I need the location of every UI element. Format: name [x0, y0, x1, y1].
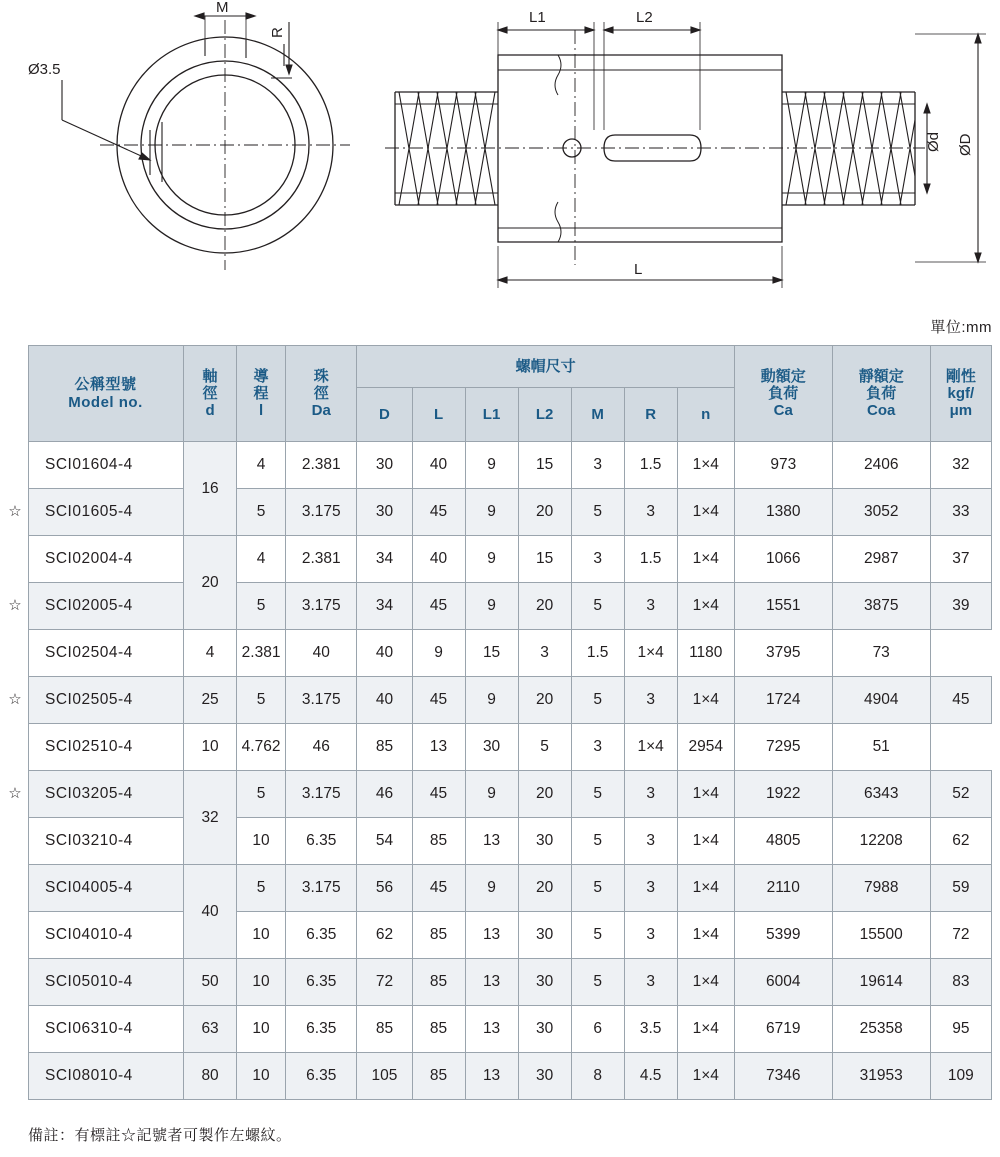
label-L: L: [634, 261, 643, 278]
cell-nut-L: 40: [412, 442, 465, 489]
cell-dynamic-load: 973: [734, 442, 832, 489]
cell-dynamic-load: 1724: [734, 677, 832, 724]
header-shaft-dia-line2: 徑: [202, 384, 218, 402]
cell-nut-L: 45: [412, 677, 465, 724]
cell-nut-R: 3: [571, 724, 624, 771]
header-ball-diameter: [286, 346, 357, 442]
cell-rigidity: 37: [930, 536, 991, 583]
cell-nut-L2: 30: [518, 912, 571, 959]
cell-nut-L2: 30: [518, 1006, 571, 1053]
cell-static-load: 7295: [734, 724, 832, 771]
label-D-large: ØD: [957, 133, 974, 156]
cell-lead: 10: [184, 724, 237, 771]
cell-static-load: 7988: [832, 865, 930, 912]
cell-lead: 10: [237, 1006, 286, 1053]
table-row: [29, 536, 992, 583]
cell-static-load: 3052: [832, 489, 930, 536]
cell-nut-L2: 30: [518, 1053, 571, 1100]
cell-nut-L1: 13: [465, 818, 518, 865]
cell-nut-D: 56: [357, 865, 412, 912]
cell-rigidity: 59: [930, 865, 991, 912]
cell-nut-L: 85: [412, 959, 465, 1006]
header-model-line1: 公稱型號: [74, 376, 137, 394]
cell-nut-D: 62: [357, 912, 412, 959]
table-row: [29, 912, 992, 959]
header-ball-dia-line2: 徑: [313, 384, 329, 402]
table-row: [29, 959, 992, 1006]
label-M: M: [216, 0, 229, 16]
cell-rigidity: 83: [930, 959, 991, 1006]
cell-static-load: 2406: [832, 442, 930, 489]
cell-nut-L2: 15: [518, 536, 571, 583]
cell-nut-L1: 9: [465, 865, 518, 912]
cell-rigidity: 73: [832, 630, 930, 677]
cell-nut-R: 3.5: [624, 1006, 677, 1053]
cell-static-load: 19614: [832, 959, 930, 1006]
cell-nut-D: 85: [357, 1006, 412, 1053]
cell-nut-R: 3: [624, 959, 677, 1006]
cell-nut-L: 85: [357, 724, 412, 771]
cell-model: SCI01604-4: [29, 442, 184, 489]
cell-ball-diameter: 6.35: [286, 959, 357, 1006]
header-dynamic-line1: 動額定: [760, 367, 806, 385]
left-handed-thread-mark: ☆: [8, 503, 22, 520]
label-d-small: Ød: [925, 131, 942, 152]
cell-model: SCI03205-4: [29, 771, 184, 818]
cell-nut-R: 1.5: [571, 630, 624, 677]
cell-nut-M: 5: [571, 771, 624, 818]
cell-model: SCI04010-4: [29, 912, 184, 959]
cell-nut-n: 1×4: [624, 630, 677, 677]
cell-nut-D: 54: [357, 818, 412, 865]
table-row: [29, 818, 992, 865]
cell-model: SCI02510-4: [29, 724, 184, 771]
cell-nut-L1: 13: [465, 1006, 518, 1053]
table-row: [29, 583, 992, 630]
cell-lead: 4: [237, 442, 286, 489]
cell-nut-L1: 13: [465, 959, 518, 1006]
specification-table-body: [29, 442, 992, 1100]
cell-lead: 4: [237, 536, 286, 583]
cell-ball-diameter: 2.381: [286, 442, 357, 489]
cell-static-load: 3795: [734, 630, 832, 677]
cell-shaft-diameter: 20: [184, 536, 237, 630]
cell-nut-L1: 9: [465, 583, 518, 630]
header-static-line2: 負荷: [866, 384, 897, 402]
cell-nut-n: 1×4: [677, 442, 734, 489]
unit-note: 單位:mm: [930, 319, 992, 336]
cell-dynamic-load: 1551: [734, 583, 832, 630]
header-rigidity: [930, 346, 991, 442]
nut-body: [498, 55, 782, 242]
cell-nut-L: 45: [412, 583, 465, 630]
cell-nut-L: 40: [357, 630, 412, 677]
cell-nut-D: 30: [357, 489, 412, 536]
table-row: [29, 677, 992, 724]
cell-lead: 5: [237, 677, 286, 724]
cell-model: SCI03210-4: [29, 818, 184, 865]
cell-nut-L1: 9: [465, 536, 518, 583]
cell-nut-L1: 9: [465, 771, 518, 818]
left-mark-column: [0, 345, 28, 1100]
cell-dynamic-load: 2954: [677, 724, 734, 771]
cell-nut-D: 105: [357, 1053, 412, 1100]
header-shaft-dia-line1: 軸: [202, 367, 218, 385]
cell-model: SCI02504-4: [29, 630, 184, 677]
header-nut-D: D: [357, 388, 412, 442]
cell-model: SCI04005-4: [29, 865, 184, 912]
header-rigidity-line2: kgf/: [947, 384, 975, 402]
cell-nut-L2: 20: [518, 865, 571, 912]
cell-nut-R: 4.5: [624, 1053, 677, 1100]
cell-nut-M: 3: [518, 630, 571, 677]
cell-nut-D: 34: [357, 583, 412, 630]
cell-nut-D: 72: [357, 959, 412, 1006]
table-row: [29, 442, 992, 489]
cell-lead: 10: [237, 818, 286, 865]
cell-static-load: 2987: [832, 536, 930, 583]
label-R: R: [269, 27, 286, 38]
cell-nut-n: 1×4: [677, 771, 734, 818]
cell-static-load: 6343: [832, 771, 930, 818]
cell-ball-diameter: 3.175: [286, 771, 357, 818]
cell-nut-n: 1×4: [677, 912, 734, 959]
cell-ball-diameter: 6.35: [286, 1006, 357, 1053]
cell-nut-L2: 20: [518, 677, 571, 724]
cell-nut-D: 46: [286, 724, 357, 771]
header-lead-line2: 程: [253, 384, 269, 402]
cell-nut-n: 1×4: [677, 1006, 734, 1053]
cell-nut-M: 8: [571, 1053, 624, 1100]
header-nut-L: L: [412, 388, 465, 442]
table-row: [29, 724, 992, 771]
footnote: 備註：有標註☆記號者可製作左螺紋。: [28, 1127, 292, 1144]
cell-nut-L1: 13: [465, 1053, 518, 1100]
cell-model: SCI02005-4: [29, 583, 184, 630]
cell-ball-diameter: 3.175: [286, 677, 357, 724]
cell-nut-L: 85: [412, 1006, 465, 1053]
cell-nut-M: 5: [571, 677, 624, 724]
header-nut-R: R: [624, 388, 677, 442]
cell-nut-n: 1×4: [677, 818, 734, 865]
cell-nut-L1: 13: [412, 724, 465, 771]
header-shaft-dia-line3: d: [205, 402, 215, 420]
cell-dynamic-load: 6004: [734, 959, 832, 1006]
header-dynamic-load: [734, 346, 832, 442]
cell-nut-L2: 30: [518, 959, 571, 1006]
header-nut-M: M: [571, 388, 624, 442]
cell-nut-L2: 20: [518, 489, 571, 536]
cell-rigidity: 45: [930, 677, 991, 724]
cell-nut-L1: 13: [465, 912, 518, 959]
header-ball-dia-line1: 珠: [313, 367, 329, 385]
table-row: [29, 630, 992, 677]
cell-nut-D: 40: [357, 677, 412, 724]
cell-ball-diameter: 6.35: [286, 818, 357, 865]
cell-nut-L: 45: [412, 771, 465, 818]
cell-nut-D: 34: [357, 536, 412, 583]
cell-model: SCI02505-4: [29, 677, 184, 724]
cell-nut-M: 5: [571, 489, 624, 536]
cell-nut-n: 1×4: [677, 959, 734, 1006]
cell-nut-D: 46: [357, 771, 412, 818]
cell-model: SCI06310-4: [29, 1006, 184, 1053]
cell-nut-R: 3: [624, 912, 677, 959]
cell-rigidity: 51: [832, 724, 930, 771]
cell-nut-n: 1×4: [677, 677, 734, 724]
cell-nut-M: 3: [571, 442, 624, 489]
table-row: [29, 1053, 992, 1100]
cell-rigidity: 52: [930, 771, 991, 818]
cell-nut-L: 40: [412, 536, 465, 583]
cell-dynamic-load: 7346: [734, 1053, 832, 1100]
cell-nut-R: 3: [624, 677, 677, 724]
header-static-line1: 靜額定: [858, 367, 904, 385]
cell-ball-diameter: 6.35: [286, 912, 357, 959]
header-lead-line3: l: [258, 402, 264, 420]
header-model: [29, 346, 184, 442]
cell-nut-n: 1×4: [624, 724, 677, 771]
cell-shaft-diameter: 25: [184, 677, 237, 724]
cell-shaft-diameter: 50: [184, 959, 237, 1006]
cell-static-load: 3875: [832, 583, 930, 630]
cell-nut-D: 30: [357, 442, 412, 489]
cell-ball-diameter: 4.762: [237, 724, 286, 771]
cell-nut-L2: 30: [518, 818, 571, 865]
cell-nut-M: 5: [571, 583, 624, 630]
header-lead: [237, 346, 286, 442]
cell-model: SCI01605-4: [29, 489, 184, 536]
cell-nut-R: 3: [624, 818, 677, 865]
cell-rigidity: 72: [930, 912, 991, 959]
table-row: [29, 771, 992, 818]
cell-dynamic-load: 5399: [734, 912, 832, 959]
cell-nut-D: 40: [286, 630, 357, 677]
cell-nut-M: 5: [571, 912, 624, 959]
drawing-svg: [0, 0, 1000, 310]
header-dynamic-line3: Ca: [773, 402, 793, 420]
header-dynamic-line2: 負荷: [768, 384, 799, 402]
cell-nut-L2: 15: [518, 442, 571, 489]
cell-dynamic-load: 6719: [734, 1006, 832, 1053]
cell-nut-R: 3: [624, 489, 677, 536]
header-shaft-diameter: [184, 346, 237, 442]
label-L2: L2: [636, 9, 653, 26]
cell-nut-L1: 9: [465, 677, 518, 724]
cell-ball-diameter: 2.381: [237, 630, 286, 677]
cell-nut-M: 3: [571, 536, 624, 583]
specification-table: [28, 345, 992, 1100]
cell-ball-diameter: 3.175: [286, 865, 357, 912]
header-nut-dimensions-group: 螺帽尺寸: [357, 346, 734, 388]
cell-rigidity: 32: [930, 442, 991, 489]
cell-nut-R: 3: [624, 771, 677, 818]
cell-ball-diameter: 2.381: [286, 536, 357, 583]
cell-nut-L: 45: [412, 865, 465, 912]
cell-rigidity: 62: [930, 818, 991, 865]
cell-static-load: 31953: [832, 1053, 930, 1100]
technical-drawing: [0, 0, 1000, 310]
cell-static-load: 12208: [832, 818, 930, 865]
cell-nut-L1: 9: [412, 630, 465, 677]
cell-nut-n: 1×4: [677, 1053, 734, 1100]
cell-nut-R: 1.5: [624, 536, 677, 583]
cell-lead: 10: [237, 959, 286, 1006]
cell-nut-L: 85: [412, 818, 465, 865]
cell-ball-diameter: 3.175: [286, 583, 357, 630]
cell-nut-M: 6: [571, 1006, 624, 1053]
cell-shaft-diameter: 32: [184, 771, 237, 865]
left-handed-thread-mark: ☆: [8, 785, 22, 802]
header-lead-line1: 導: [253, 367, 269, 385]
header-static-load: [832, 346, 930, 442]
header-rigidity-line3: μm: [949, 402, 973, 420]
keyway-lines: [205, 40, 246, 58]
cell-dynamic-load: 1922: [734, 771, 832, 818]
cell-ball-diameter: 6.35: [286, 1053, 357, 1100]
header-rigidity-line1: 剛性: [945, 367, 976, 385]
cell-static-load: 15500: [832, 912, 930, 959]
cell-rigidity: 109: [930, 1053, 991, 1100]
cell-lead: 5: [237, 583, 286, 630]
cell-model: SCI08010-4: [29, 1053, 184, 1100]
cell-dynamic-load: 1066: [734, 536, 832, 583]
cell-shaft-diameter: 40: [184, 865, 237, 959]
cell-rigidity: 33: [930, 489, 991, 536]
cell-nut-R: 3: [624, 583, 677, 630]
left-handed-thread-mark: ☆: [8, 691, 22, 708]
cell-nut-L2: 20: [518, 771, 571, 818]
cell-nut-L2: 20: [518, 583, 571, 630]
header-nut-L2: L2: [518, 388, 571, 442]
header-static-line3: Coa: [867, 402, 896, 420]
cell-lead: 5: [237, 489, 286, 536]
cell-model: SCI02004-4: [29, 536, 184, 583]
cell-nut-n: 1×4: [677, 536, 734, 583]
cell-nut-M: 5: [571, 865, 624, 912]
cell-static-load: 4904: [832, 677, 930, 724]
cell-lead: 10: [237, 912, 286, 959]
cell-shaft-diameter: 16: [184, 442, 237, 536]
label-L1: L1: [529, 9, 546, 26]
cell-nut-M: 5: [571, 818, 624, 865]
cell-static-load: 25358: [832, 1006, 930, 1053]
cell-nut-M: 5: [571, 959, 624, 1006]
header-ball-dia-line3: Da: [311, 402, 331, 420]
cell-nut-L1: 9: [465, 489, 518, 536]
cell-nut-n: 1×4: [677, 489, 734, 536]
cell-dynamic-load: 2110: [734, 865, 832, 912]
cell-model: SCI05010-4: [29, 959, 184, 1006]
header-nut-L1: L1: [465, 388, 518, 442]
header-model-line2: Model no.: [68, 393, 143, 411]
table-row: [29, 865, 992, 912]
cell-dynamic-load: 1180: [677, 630, 734, 677]
cell-nut-L: 45: [412, 489, 465, 536]
label-diameter-note: Ø3.5: [28, 61, 61, 78]
cell-dynamic-load: 1380: [734, 489, 832, 536]
cell-nut-n: 1×4: [677, 583, 734, 630]
table-row: [29, 1006, 992, 1053]
cell-nut-L2: 30: [465, 724, 518, 771]
cell-shaft-diameter: 80: [184, 1053, 237, 1100]
cell-lead: 5: [237, 865, 286, 912]
cell-lead: 5: [237, 771, 286, 818]
cell-nut-L: 85: [412, 1053, 465, 1100]
table-row: [29, 489, 992, 536]
cell-nut-M: 5: [518, 724, 571, 771]
cell-nut-L2: 15: [465, 630, 518, 677]
header-nut-n: n: [677, 388, 734, 442]
cell-shaft-diameter: 63: [184, 1006, 237, 1053]
cell-nut-n: 1×4: [677, 865, 734, 912]
cell-nut-L1: 9: [465, 442, 518, 489]
left-handed-thread-mark: ☆: [8, 597, 22, 614]
specification-table-wrap: [0, 345, 1000, 1100]
cell-rigidity: 95: [930, 1006, 991, 1053]
cell-lead: 10: [237, 1053, 286, 1100]
cell-nut-L: 85: [412, 912, 465, 959]
cell-ball-diameter: 3.175: [286, 489, 357, 536]
cell-nut-R: 3: [624, 865, 677, 912]
cell-rigidity: 39: [930, 583, 991, 630]
cell-dynamic-load: 4805: [734, 818, 832, 865]
cell-lead: 4: [184, 630, 237, 677]
cell-nut-R: 1.5: [624, 442, 677, 489]
